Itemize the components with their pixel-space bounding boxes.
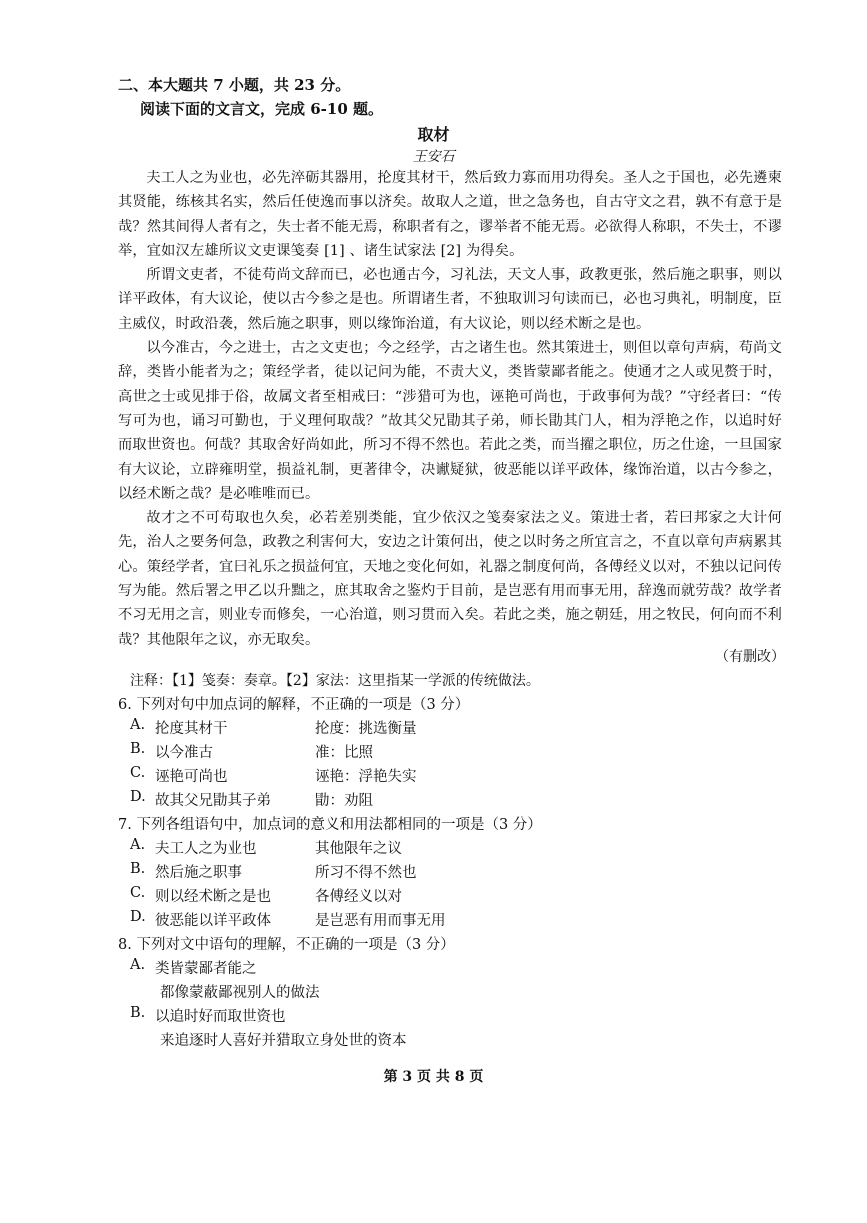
annotation-note: 注释：【1】笺奏：奏章。【2】家法：这里指某一学派的传统做法。	[130, 673, 540, 689]
option-letter[interactable]: B.	[130, 861, 146, 877]
option-letter[interactable]: D.	[130, 789, 146, 805]
option-text: 夫工人之为业也	[155, 841, 257, 857]
question-8-stem: 8. 下列对文中语句的理解，不正确的一项是（3 分）	[118, 937, 455, 953]
option-text: 彼恶能以详平政体	[155, 913, 271, 929]
article-paragraph: 所谓文吏者，不徒苟尚文辞而已，必也通古今，习礼法，天文人事，政教更张，然后施之职事，则以详平政体，有大议论，使以古今参之是也。所谓诸生者，不独取训习句读而已，必也习典礼，明制度，臣主威仪，时政沿袭，然后施之职事，则以缘饰治道，有大议论，则以经术断之是也。	[118, 267, 782, 332]
instruction-text: 阅读下面的文言文，完成 6-10 题。	[140, 100, 383, 118]
article-paragraph: 故才之不可苟取也久矣，必若差别类能，宜少依汉之笺奏家法之义。策进士者，若曰邦家之大计何先，治人之要务何急，政教之利害何大，安边之计策何出，使之以时务之所宜言之，不直以章句声病累其心。策经学者，宜曰礼乐之损益何宜，天地之变化何如，礼器之制度何尚，各傅经义以对，不独以记问传写为能。然后署之甲乙以升黜之，庶其取舍之鉴灼于目前，是岂恶有用而事无用，辞逸而就劳哉？故学者不习无用之言，则业专而修矣，一心治道，则习贯而入矣。若此之类，施之朝廷，用之牧民，何向而不利哉？其他限年之议，亦无取矣。	[118, 510, 782, 648]
question-7-stem: 7. 下列各组语句中，加点词的意义和用法都相同的一项是（3 分）	[118, 817, 542, 833]
option-text: 故其父兄勖其子弟	[155, 793, 271, 809]
page-footer: 第 3 页 共 8 页	[383, 1069, 484, 1085]
option-answer: 准：比照	[315, 745, 373, 761]
option-answer: 各傅经义以对	[315, 889, 402, 905]
option-text: 然后施之职事	[155, 865, 242, 881]
source-note: （有删改）	[715, 649, 785, 665]
option-text: 类皆蒙鄙者能之	[155, 961, 257, 977]
option-letter[interactable]: D.	[130, 909, 146, 925]
option-text: 以今准古	[155, 745, 213, 761]
option-letter[interactable]: A.	[130, 837, 146, 853]
option-answer: 所习不得不然也	[315, 865, 417, 881]
option-letter[interactable]: C.	[130, 885, 146, 901]
section-header: 二、本大题共 7 小题，共 23 分。	[118, 76, 351, 94]
option-answer: 诬艳：浮艳失实	[315, 769, 417, 785]
option-text: 则以经术断之是也	[155, 889, 271, 905]
article-body	[118, 166, 782, 652]
option-letter[interactable]: B.	[130, 741, 146, 757]
option-text: 诬艳可尚也	[155, 769, 228, 785]
option-answer: 其他限年之议	[315, 841, 402, 857]
option-letter[interactable]: C.	[130, 765, 146, 781]
article-author: 王安石	[412, 149, 455, 165]
option-answer: 来追逐时人喜好并猎取立身处世的资本	[160, 1033, 407, 1049]
article-paragraph: 夫工人之为业也，必先淬砺其器用，抡度其材干，然后致力寡而用功得矣。圣人之于国也，必先遴柬其贤能，练核其名实，然后任使逸而事以济矣。故取人之道，世之急务也，自古守文之君，孰不有意于是哉？然其间得人者有之，失士者不能无焉，称职者有之，谬举者不能无焉。必欲得人称职，不失士，不谬举，宜如汉左雄所议文吏课笺奏 [1] 、诸生试家法 [2] 为得矣。	[118, 170, 782, 259]
article-title: 取材	[417, 125, 450, 144]
option-answer: 抡度：挑选衡量	[315, 721, 417, 737]
option-text: 抡度其材干	[155, 721, 228, 737]
option-answer: 是岂恶有用而事无用	[315, 913, 446, 929]
article-paragraph: 以今准古，今之进士，古之文吏也；今之经学，古之诸生也。然其策进士，则但以章句声病，苟尚文辞，类皆小能者为之；策经学者，徒以记问为能，不责大义，类皆蒙鄙者能之。使通才之人或见赘于时，高世之士或见排于俗，故属文者至相戒曰：“涉猎可为也，诬艳可尚也，于政事何为哉？”守经者曰：“传写可为也，诵习可勤也，于义理何取哉？”故其父兄勖其子弟，师长勖其门人，相为浮艳之作，以追时好而取世资也。何哉？其取舍好尚如此，所习不得不然也。若此之类，而当擢之职位，历之仕途，一旦国家有大议论，立辟雍明堂，损益礼制，更著律令，决谳疑狱，彼恶能以详平政体，缘饰治道，以古今参之，以经术断之哉？是必唯唯而已。	[118, 340, 782, 502]
option-answer: 勖：劝阻	[315, 793, 373, 809]
option-answer: 都像蒙蔽鄙视别人的做法	[160, 985, 320, 1001]
option-letter[interactable]: B.	[130, 1005, 146, 1021]
option-text: 以追时好而取世资也	[155, 1009, 286, 1025]
option-letter[interactable]: A.	[130, 957, 146, 973]
option-letter[interactable]: A.	[130, 717, 146, 733]
question-6-stem: 6. 下列对句中加点词的解释，不正确的一项是（3 分）	[118, 697, 470, 713]
